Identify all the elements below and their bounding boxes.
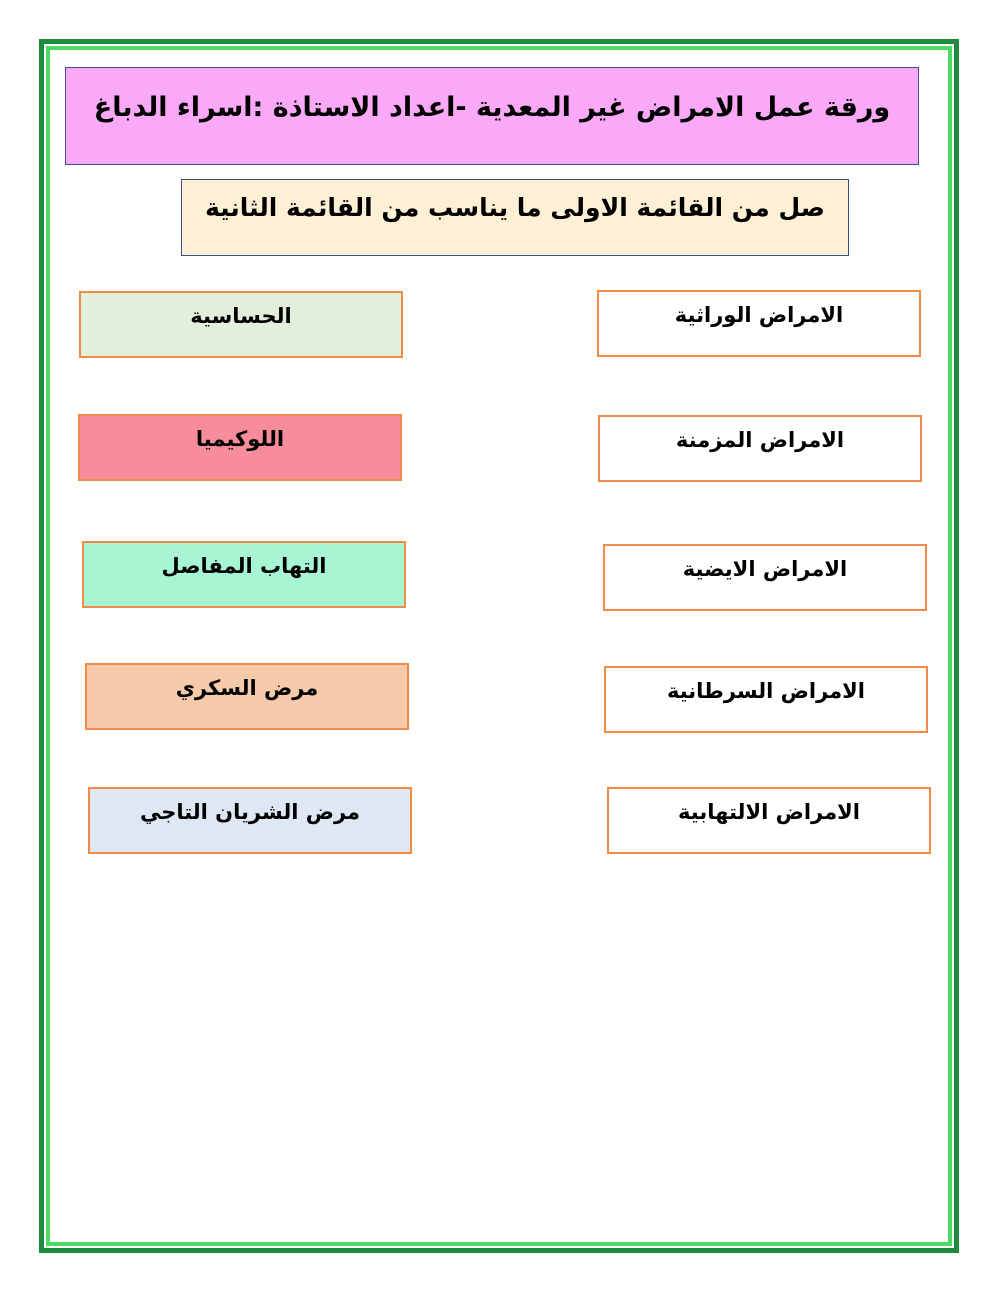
category-item-inflammatory[interactable]: الامراض الالتهابية	[607, 787, 931, 854]
disease-item-arthritis[interactable]: التهاب المفاصل	[82, 541, 406, 608]
category-item-hereditary[interactable]: الامراض الوراثية	[597, 290, 921, 357]
disease-item-coronary-artery[interactable]: مرض الشريان التاجي	[88, 787, 412, 854]
instruction-banner: صل من القائمة الاولى ما يناسب من القائمة الثانية	[181, 179, 849, 256]
disease-item-allergy[interactable]: الحساسية	[79, 291, 403, 358]
category-item-chronic[interactable]: الامراض المزمنة	[598, 415, 922, 482]
worksheet-title: ورقة عمل الامراض غير المعدية -اعداد الاستاذة :اسراء الدباغ	[65, 67, 919, 165]
disease-item-leukemia[interactable]: اللوكيميا	[78, 414, 402, 481]
disease-item-diabetes[interactable]: مرض السكري	[85, 663, 409, 730]
category-item-cancer[interactable]: الامراض السرطانية	[604, 666, 928, 733]
category-item-metabolic[interactable]: الامراض الايضية	[603, 544, 927, 611]
